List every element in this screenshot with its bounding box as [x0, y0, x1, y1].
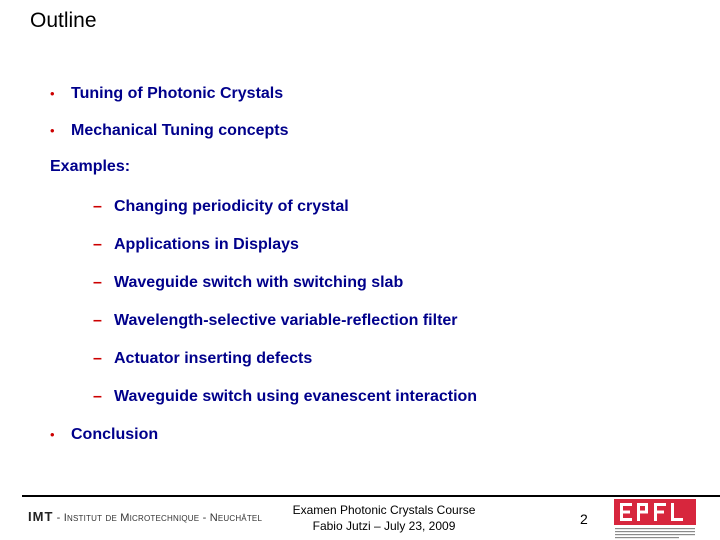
bullet-item — [50, 425, 158, 445]
bullet-marker: • — [50, 427, 55, 442]
sub-item-text: Applications in Displays — [114, 236, 299, 253]
sub-item — [93, 273, 403, 293]
sub-item — [93, 235, 299, 255]
dash-marker: – — [93, 388, 102, 405]
institute-logo-text — [28, 509, 262, 524]
institute-abbr: IMT — [28, 509, 54, 524]
examples-label: Examples: — [50, 158, 131, 175]
dash-marker: – — [93, 312, 102, 329]
bullet-item — [50, 121, 289, 141]
epfl-logo-icon — [614, 499, 696, 539]
slide-title: Outline — [30, 9, 97, 32]
bullet-text: Conclusion — [71, 426, 159, 443]
bullet-marker: • — [50, 86, 55, 101]
dash-marker: – — [93, 350, 102, 367]
course-title: Examen Photonic Crystals Course — [292, 503, 476, 517]
sub-item — [93, 387, 477, 407]
footer-course-info — [270, 502, 498, 534]
sub-item-text: Changing periodicity of crystal — [114, 198, 349, 215]
institute-name: Institut de Microtechnique - Neuchâtel — [63, 512, 263, 524]
sub-item — [93, 197, 349, 217]
dash-marker: – — [93, 236, 102, 253]
page-number: 2 — [580, 511, 588, 527]
sub-item-text: Actuator inserting defects — [114, 350, 313, 367]
sub-item — [93, 311, 458, 331]
dash-marker: – — [93, 198, 102, 215]
bullet-text: Mechanical Tuning concepts — [71, 122, 289, 139]
sub-item-text: Waveguide switch using evanescent interaction — [114, 388, 478, 405]
footer-divider — [22, 495, 720, 497]
sub-item-text: Wavelength-selective variable-reflection filter — [114, 312, 458, 329]
bullet-text: Tuning of Photonic Crystals — [71, 85, 284, 102]
sub-item — [93, 349, 312, 369]
bullet-marker: • — [50, 123, 55, 138]
dash-marker: – — [93, 274, 102, 291]
institute-separator: - — [53, 512, 64, 524]
bullet-item — [50, 84, 283, 104]
sub-item-text: Waveguide switch with switching slab — [114, 274, 404, 291]
author-date: Fabio Jutzi – July 23, 2009 — [312, 519, 456, 533]
